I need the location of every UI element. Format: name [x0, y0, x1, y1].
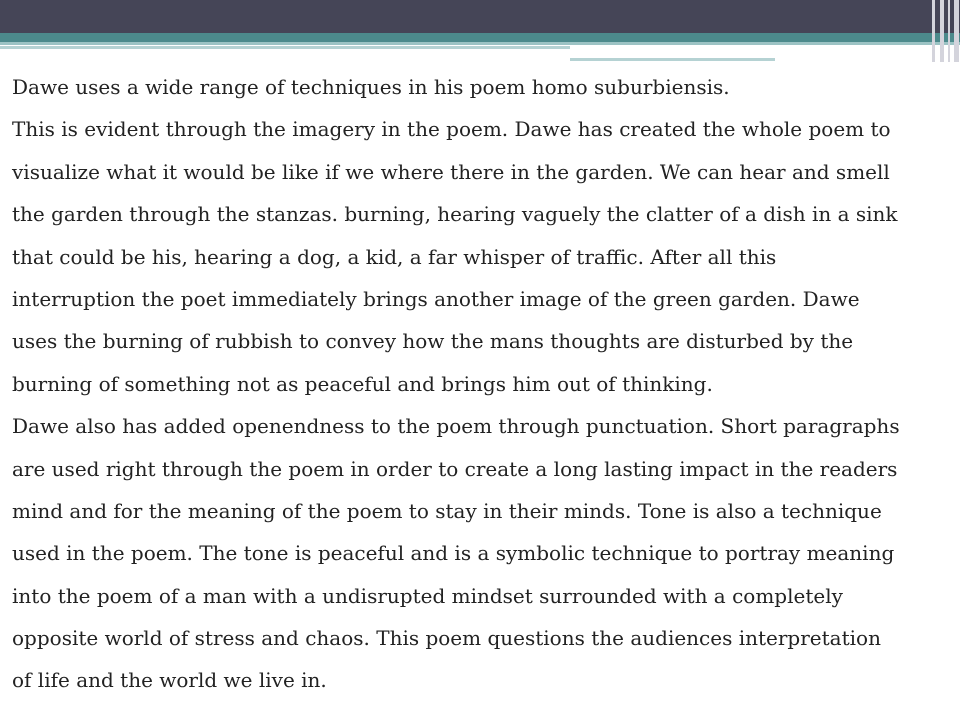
body-line: used in the poem. The tone is peaceful and is a symbolic technique to portray meaning [12, 541, 895, 566]
body-line: uses the burning of rubbish to convey how the mans thoughts are disturbed by the [12, 329, 854, 354]
body-line: mind and for the meaning of the poem to stay in their minds. Tone is also a technique [12, 498, 882, 523]
header-bar [0, 0, 960, 33]
decorative-line [570, 50, 888, 52]
decorative-stripes [928, 0, 960, 62]
body-line: the garden through the stanzas. burning, hearing vaguely the clatter of a dish in a sink [12, 202, 898, 227]
body-line: visualize what it would be like if we where there in the garden. We can hear and smell [12, 159, 890, 184]
body-line: This is evident through the imagery in the poem. Dawe has created the whole poem to [12, 117, 891, 142]
accent-bar [0, 33, 960, 42]
body-line: of life and the world we live in. [12, 668, 327, 693]
body-line: opposite world of stress and chaos. This poem questions the audiences interpretation [12, 626, 881, 651]
body-line: are used right through the poem in order to create a long lasting impact in the readers [12, 456, 898, 481]
body-line: Dawe also has added openendness to the poem through punctuation. Short paragraphs [12, 414, 900, 439]
slide-body [12, 66, 942, 702]
decorative-line [570, 58, 775, 61]
body-line: interruption the poet immediately brings another image of the green garden. Dawe [12, 286, 860, 311]
body-line: burning of something not as peaceful and brings him out of thinking. [12, 371, 713, 396]
body-line: Dawe uses a wide range of techniques in his poem homo suburbiensis. [12, 75, 730, 99]
decorative-line [0, 46, 570, 49]
accent-bar-light [0, 42, 960, 45]
body-line: into the poem of a man with a undisrupted mindset surrounded with a completely [12, 583, 843, 608]
body-line: that could be his, hearing a dog, a kid, a far whisper of traffic. After all this [12, 244, 777, 269]
